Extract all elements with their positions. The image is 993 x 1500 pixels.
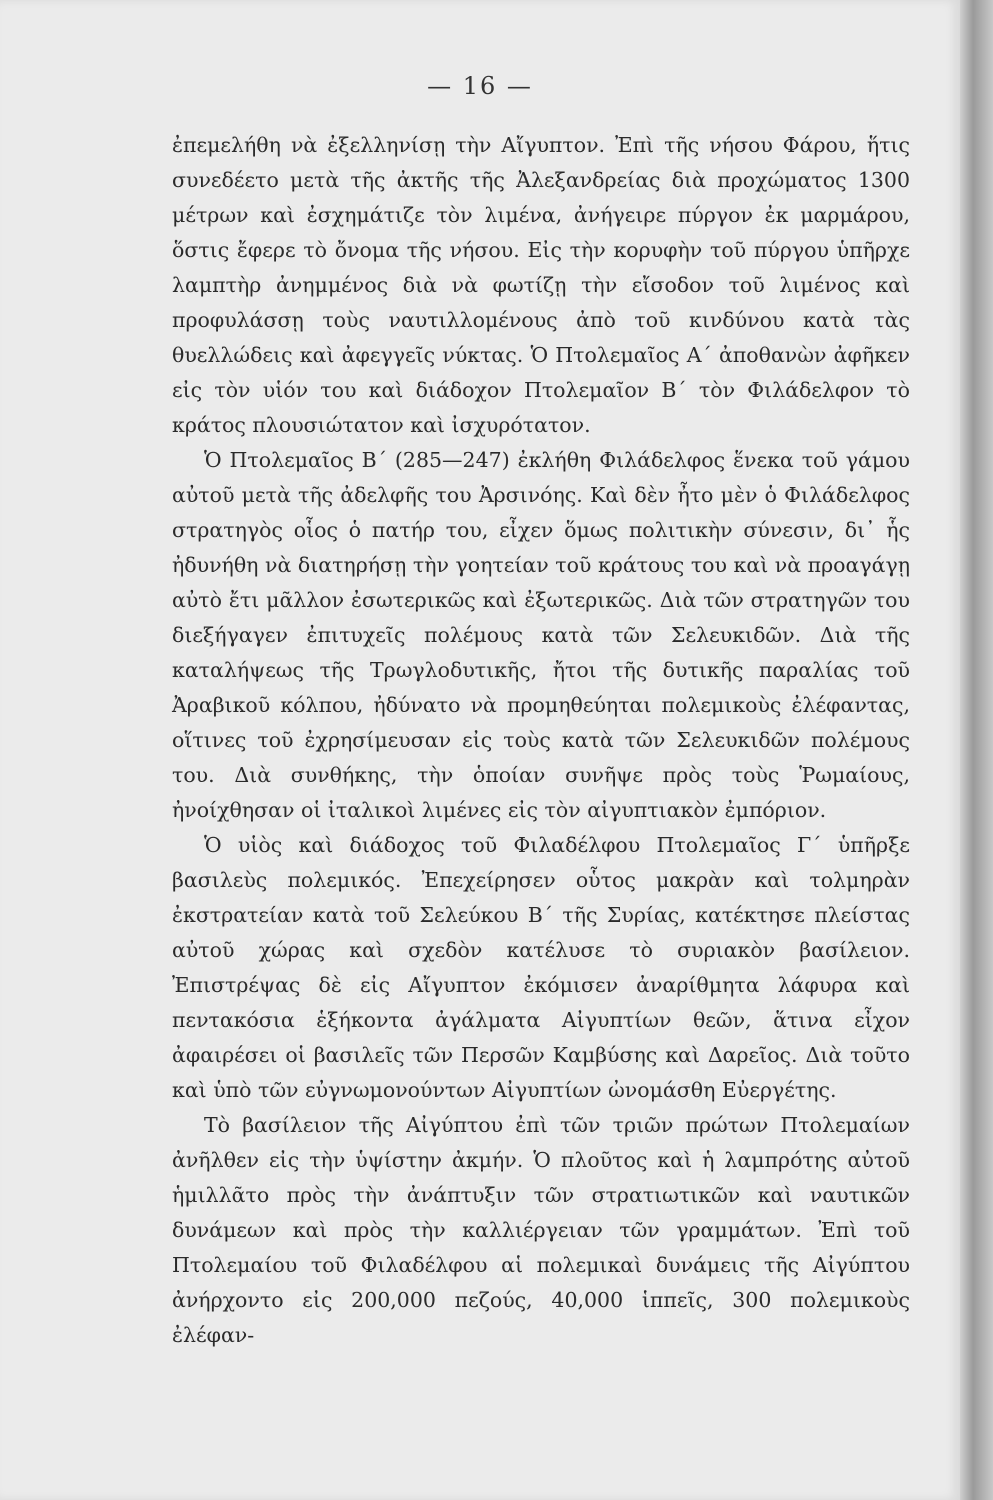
binding-edge [960, 0, 993, 1500]
body-text [172, 128, 910, 1353]
paragraph-2: Ὁ Πτολεμαῖος Β΄ (285—247) ἐκλήθη Φιλάδελφος ἕνεκα τοῦ γάμου αὐτοῦ μετὰ τῆς ἀδελφῆς του Ἀρσινόης. Καὶ δὲν ἦτο μὲν ὁ Φιλάδελφος στρατηγὸς οἷος ὁ πατήρ του, εἶχεν ὅμως πολιτικὴν σύνεσιν, δι᾽ ἧς ἠδυνήθη νὰ διατηρήσῃ τὴν γοητείαν τοῦ κράτους του καὶ νὰ προαγάγῃ αὐτὸ ἔτι μᾶλλον ἐσωτερικῶς καὶ ἐξωτερικῶς. Διὰ τῶν στρατηγῶν του διεξήγαγεν ἐπιτυχεῖς πολέμους κατὰ τῶν Σελευκιδῶν. Διὰ τῆς καταλήψεως τῆς Τρωγλοδυτικῆς, ἤτοι τῆς δυτικῆς παραλίας τοῦ Ἀραβικοῦ κόλπου, ἠδύνατο νὰ προμηθεύηται πολεμικοὺς ἐλέφαντας, οἵτινες τοῦ ἐχρησίμευσαν εἰς τοὺς κατὰ τῶν Σελευκιδῶν πολέμους του. Διὰ συνθήκης, τὴν ὁποίαν συνῆψε πρὸς τοὺς Ῥωμαίους, ἠνοίχθησαν οἱ ἰταλικοὶ λιμένες εἰς τὸν αἰγυπτιακὸν ἐμπόριον. [172, 448, 910, 822]
paragraph-4: Τὸ βασίλειον τῆς Αἰγύπτου ἐπὶ τῶν τριῶν πρώτων Πτολεμαίων ἀνῆλθεν εἰς τὴν ὑψίστην ἀκμήν. Ὁ πλοῦτος καὶ ἡ λαμπρότης αὐτοῦ ἡμιλλᾶτο πρὸς τὴν ἀνάπτυξιν τῶν στρατιωτικῶν καὶ ναυτικῶν δυνάμεων καὶ πρὸς τὴν καλλιέργειαν τῶν γραμμάτων. Ἐπὶ τοῦ Πτολεμαίου τοῦ Φιλαδέλφου αἱ πολεμικαὶ δυνάμεις τῆς Αἰγύπτου ἀνήρχοντο εἰς 200,000 πεζούς, 40,000 ἱππεῖς, 300 πολεμικοὺς ἐλέφαν- [172, 1113, 910, 1347]
paragraph-3: Ὁ υἱὸς καὶ διάδοχος τοῦ Φιλαδέλφου Πτολεμαῖος Γ΄ ὑπῆρξε βασιλεὺς πολεμικός. Ἐπεχείρησεν οὗτος μακρὰν καὶ τολμηρὰν ἐκστρατείαν κατὰ τοῦ Σελεύκου Β΄ τῆς Συρίας, κατέκτησε πλείστας αὐτοῦ χώρας καὶ σχεδὸν κατέλυσε τὸ συριακὸν βασίλειον. Ἐπιστρέψας δὲ εἰς Αἴγυπτον ἐκόμισεν ἀναρίθμητα λάφυρα καὶ πεντακόσια ἑξήκοντα ἀγάλματα Αἰγυπτίων θεῶν, ἅτινα εἶχον ἀφαιρέσει οἱ βασιλεῖς τῶν Περσῶν Καμβύσης καὶ Δαρεῖος. Διὰ τοῦτο καὶ ὑπὸ τῶν εὐγνωμονούντων Αἰγυπτίων ὠνομάσθη Εὐεργέτης. [172, 833, 910, 1102]
page-number: — 16 — [427, 72, 533, 100]
paragraph-1: ἐπεμελήθη νὰ ἐξελληνίσῃ τὴν Αἴγυπτον. Ἐπὶ τῆς νήσου Φάρου, ἥτις συνεδέετο μετὰ τῆς ἀκτῆς τῆς Ἀλεξανδρείας διὰ προχώματος 1300 μέτρων καὶ ἐσχημάτιζε τὸν λιμένα, ἀνήγειρε πύργον ἐκ μαρμάρου, ὅστις ἔφερε τὸ ὄνομα τῆς νήσου. Εἰς τὴν κορυφὴν τοῦ πύργου ὑπῆρχε λαμπτὴρ ἀνημμένος διὰ νὰ φωτίζῃ τὴν εἴσοδον τοῦ λιμένος καὶ προφυλάσσῃ τοὺς ναυτιλλομένους ἀπὸ τοῦ κινδύνου κατὰ τὰς θυελλώδεις καὶ ἀφεγγεῖς νύκτας. Ὁ Πτολεμαῖος Α΄ ἀποθανὼν ἀφῆκεν εἰς τὸν υἱόν του καὶ διάδοχον Πτολεμαῖον Β΄ τὸν Φιλάδελφον τὸ κράτος πλουσιώτατον καὶ ἰσχυρότατον. [172, 133, 910, 437]
